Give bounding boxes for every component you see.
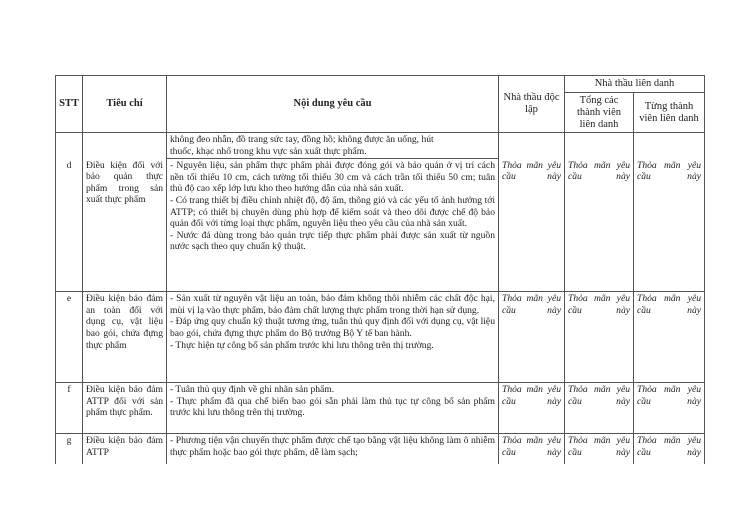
row-stt: d — [56, 159, 83, 292]
eval-independent: Thỏa mãn yêu cầu này — [499, 383, 565, 434]
row-content — [167, 434, 499, 464]
content-item: - Thực hiện tự công bố sản phẩm trước khi lưu thông trên thị trường. — [170, 339, 434, 351]
carry-eval — [565, 133, 634, 159]
header-stt: STT — [56, 76, 83, 133]
header-criteria: Tiêu chí — [83, 76, 167, 133]
row-criteria: Điều kiện bảo đảm an toàn đối với dụng cụ, vật liệu bao gói, chứa đựng thực phẩm — [83, 292, 167, 383]
content-item: - Nước đá dùng trong bảo quản trực tiếp thực phẩm phải được sản xuất từ nguồn nước sạch theo quy chuẩn kỹ thuật. — [170, 229, 495, 253]
row-content — [167, 383, 499, 434]
eval-joint-all: Thỏa mãn yêu cầu này — [565, 292, 634, 383]
table-row — [56, 292, 705, 383]
content-item: - Phương tiện vận chuyển thực phẩm được chế tạo bằng vật liệu không làm ô nhiễm thực phẩm hoặc bao gói thực phẩm, dễ làm sạch; — [170, 435, 495, 458]
carry-criteria — [83, 133, 167, 159]
row-content — [167, 159, 499, 292]
content-item: - Có trang thiết bị điều chỉnh nhiệt độ, độ ẩm, thông gió và các yếu tố ảnh hưởng tới ATTP; có thiết bị chuyên dùng phù hợp để kiểm soát và theo dõi được chế độ bảo quản đối với từng loại thực phẩm, nguyên liệu theo yêu cầu của nhà sản xuất. — [170, 194, 495, 230]
row-stt: e — [56, 292, 83, 383]
content-item: - Đáp ứng quy chuẩn kỹ thuật tương ứng, tuân thủ quy định đối với dụng cụ, vật liệu bao gói, chứa đựng thực phẩm do Bộ trưởng Bộ Y tế ban hành. — [170, 316, 495, 339]
content-item: - Nguyên liệu, sản phẩm thực phẩm phải được đóng gói và bảo quản ở vị trí cách nền tối thiểu 10 cm, cách tường tối thiểu 30 cm và cách trần tối thiểu 50 cm; tuân thủ độ cao xếp lớp lưu kho theo hướng dẫn của nhà sản xuất. — [170, 160, 495, 195]
header-independent: Nhà thầu độc lập — [499, 76, 565, 133]
eval-joint-each: Thỏa mãn yêu cầu này — [634, 383, 705, 434]
header-joint-each: Từng thành viên liên danh — [634, 93, 705, 133]
carry-stt — [56, 133, 83, 159]
table-row — [56, 159, 705, 292]
eval-independent: Thỏa mãn yêu cầu này — [499, 159, 565, 292]
header-content: Nội dung yêu cầu — [167, 76, 499, 133]
carry-eval — [634, 133, 705, 159]
row-stt: g — [56, 434, 83, 464]
content-item: - Sản xuất từ nguyên vật liệu an toàn, bảo đảm không thôi nhiễm các chất độc hại, mùi vị lạ vào thực phẩm, bảo đảm chất lượng thực phẩm trong thời hạn sử dụng. — [170, 293, 495, 316]
eval-joint-each: Thỏa mãn yêu cầu này — [634, 159, 705, 292]
eval-independent: Thỏa mãn yêu cầu này — [499, 292, 565, 383]
carry-content — [167, 133, 499, 159]
header-joint-all: Tổng các thành viên liên danh — [565, 93, 634, 133]
eval-independent: Thỏa mãn yêu cầu này — [499, 434, 565, 464]
eval-joint-all: Thỏa mãn yêu cầu này — [565, 434, 634, 464]
content-item: - Thực phẩm đã qua chế biến bao gói sẵn phải làm thủ tục tự công bố sản phẩm trước khi lưu thông trên thị trường. — [170, 395, 495, 419]
eval-joint-all: Thỏa mãn yêu cầu này — [565, 383, 634, 434]
eval-joint-each: Thỏa mãn yêu cầu này — [634, 434, 705, 464]
row-criteria: Điều kiện bảo đảm ATTP — [83, 434, 167, 464]
row-criteria: Điều kiện bảo đảm ATTP đối với sản phẩm thực phẩm. — [83, 383, 167, 434]
requirements-table — [55, 75, 705, 464]
content-item: - Tuân thủ quy định về ghi nhãn sản phẩm. — [170, 384, 335, 396]
table-row — [56, 434, 705, 464]
row-criteria: Điều kiện đối với bảo quản thực phẩm trong sản xuất thực phẩm — [83, 159, 167, 292]
table-row — [56, 383, 705, 434]
row-stt: f — [56, 383, 83, 434]
carry-line: không đeo nhẫn, đồ trang sức tay, đồng hồ; không được ăn uống, hút — [170, 134, 434, 145]
eval-joint-all: Thỏa mãn yêu cầu này — [565, 159, 634, 292]
header-joint: Nhà thầu liên danh — [565, 76, 705, 93]
carry-eval — [499, 133, 565, 159]
row-content — [167, 292, 499, 383]
carry-line: thuốc, khạc nhổ trong khu vực sản xuất thực phẩm. — [170, 145, 367, 157]
eval-joint-each: Thỏa mãn yêu cầu này — [634, 292, 705, 383]
